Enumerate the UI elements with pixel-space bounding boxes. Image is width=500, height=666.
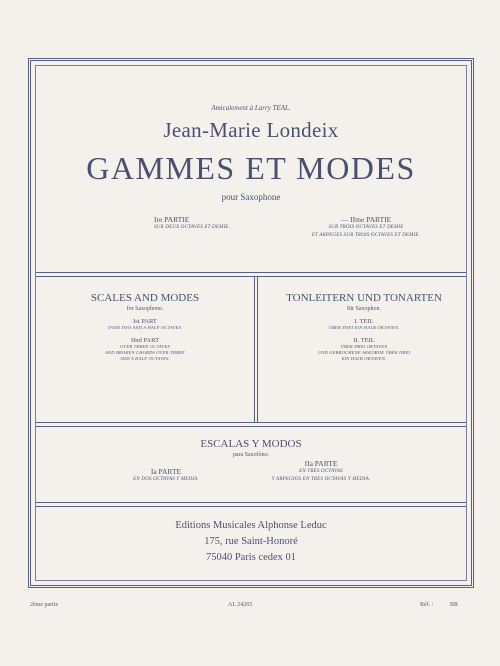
footer-part-label: 2ème partie bbox=[30, 602, 59, 608]
german-part-1-desc: ÜBER ZWEI EIN HALB OKTAVEN. bbox=[328, 325, 400, 330]
spanish-part-2-head: IIa PARTE bbox=[304, 459, 338, 468]
english-part-1-desc: OVER TWO AND A HALF OCTAVES. bbox=[107, 325, 183, 330]
german-part-2-head: II. TEIL bbox=[353, 337, 375, 344]
german-section bbox=[258, 292, 470, 362]
german-part-1-head: I. TEIL bbox=[354, 318, 374, 325]
work-subtitle: pour Saxophone bbox=[221, 192, 281, 202]
german-part-2-desc-1: ÜBER DREI OKTAVEN bbox=[340, 344, 388, 349]
cover-inner-frame bbox=[35, 65, 467, 581]
english-part-2-head: IInd PART bbox=[130, 337, 160, 344]
divider-middle bbox=[36, 422, 466, 427]
work-title: GAMMES ET MODES bbox=[86, 150, 416, 186]
spanish-part-1-head: Ia PARTE bbox=[150, 467, 182, 476]
german-subtitle: für Saxophon. bbox=[347, 306, 381, 312]
spanish-part-2 bbox=[236, 460, 406, 484]
english-subtitle: for Saxophone. bbox=[126, 306, 164, 312]
footer-catalog-number: AL 24265 bbox=[228, 602, 253, 608]
divider-bottom bbox=[36, 502, 466, 507]
french-part-2-head: — IIme PARTIE bbox=[340, 215, 392, 224]
german-part-2-desc-2: UND GEBROCHENE AKKORDE ÜBER DREI bbox=[317, 350, 411, 355]
spanish-part-1 bbox=[106, 468, 226, 484]
german-title: TONLEITERN UND TONARTEN bbox=[286, 292, 442, 304]
french-part-1-desc: SUR DEUX OCTAVES ET DEMIE. bbox=[154, 225, 231, 230]
french-part-2 bbox=[276, 216, 456, 240]
english-part-2-desc-2: AND BROKEN CHORDS OVER THREE bbox=[105, 350, 185, 355]
english-part-2-desc-1: OVER THREE OCTAVES bbox=[119, 344, 171, 349]
french-part-2-desc-2: ET ARPEGES SUR TROIS OCTAVES ET DEMIE. bbox=[311, 233, 421, 238]
french-part-1-head: Ire PARTIE bbox=[154, 215, 190, 224]
publisher-city: 75040 Paris cedex 01 bbox=[205, 552, 297, 563]
dedication: Amicalement à Larry TEAL. bbox=[211, 104, 291, 112]
english-section bbox=[36, 292, 254, 362]
english-part-1-head: Ist PART bbox=[133, 318, 157, 325]
english-title: SCALES AND MODES bbox=[90, 292, 200, 304]
spanish-part-2-desc-1: EN TRES OCTAVAS bbox=[299, 469, 343, 474]
french-part-2-desc-1: SUR TROIS OCTAVES ET DEMIE bbox=[328, 225, 404, 230]
divider-top bbox=[36, 272, 466, 277]
french-part-1 bbox=[154, 216, 230, 232]
english-part-2-desc-3: AND A HALF OCTAVES. bbox=[120, 356, 170, 361]
publisher-block bbox=[36, 518, 466, 566]
footer-ref-value: BR bbox=[450, 602, 459, 608]
spanish-subtitle: para Saxofóno. bbox=[232, 452, 270, 458]
spanish-title: ESCALAS Y MODOS bbox=[200, 438, 302, 450]
footer-ref-label: Réf. : bbox=[420, 602, 434, 608]
publisher-name: Editions Musicales Alphonse Leduc bbox=[175, 520, 327, 531]
german-part-2-desc-3: EIN HALB OKTAVEN. bbox=[341, 356, 387, 361]
composer-name: Jean-Marie Londeix bbox=[163, 118, 339, 142]
spanish-part-1-desc: EN DOS OCTAVAS Y MEDIA. bbox=[133, 477, 199, 482]
cover-frame bbox=[28, 58, 474, 588]
spanish-section bbox=[36, 438, 466, 482]
publisher-street: 175, rue Saint-Honoré bbox=[204, 536, 298, 547]
spanish-part-2-desc-2: Y ARPEGIOS EN TRES OCTAVAS Y MEDIA. bbox=[271, 477, 371, 482]
